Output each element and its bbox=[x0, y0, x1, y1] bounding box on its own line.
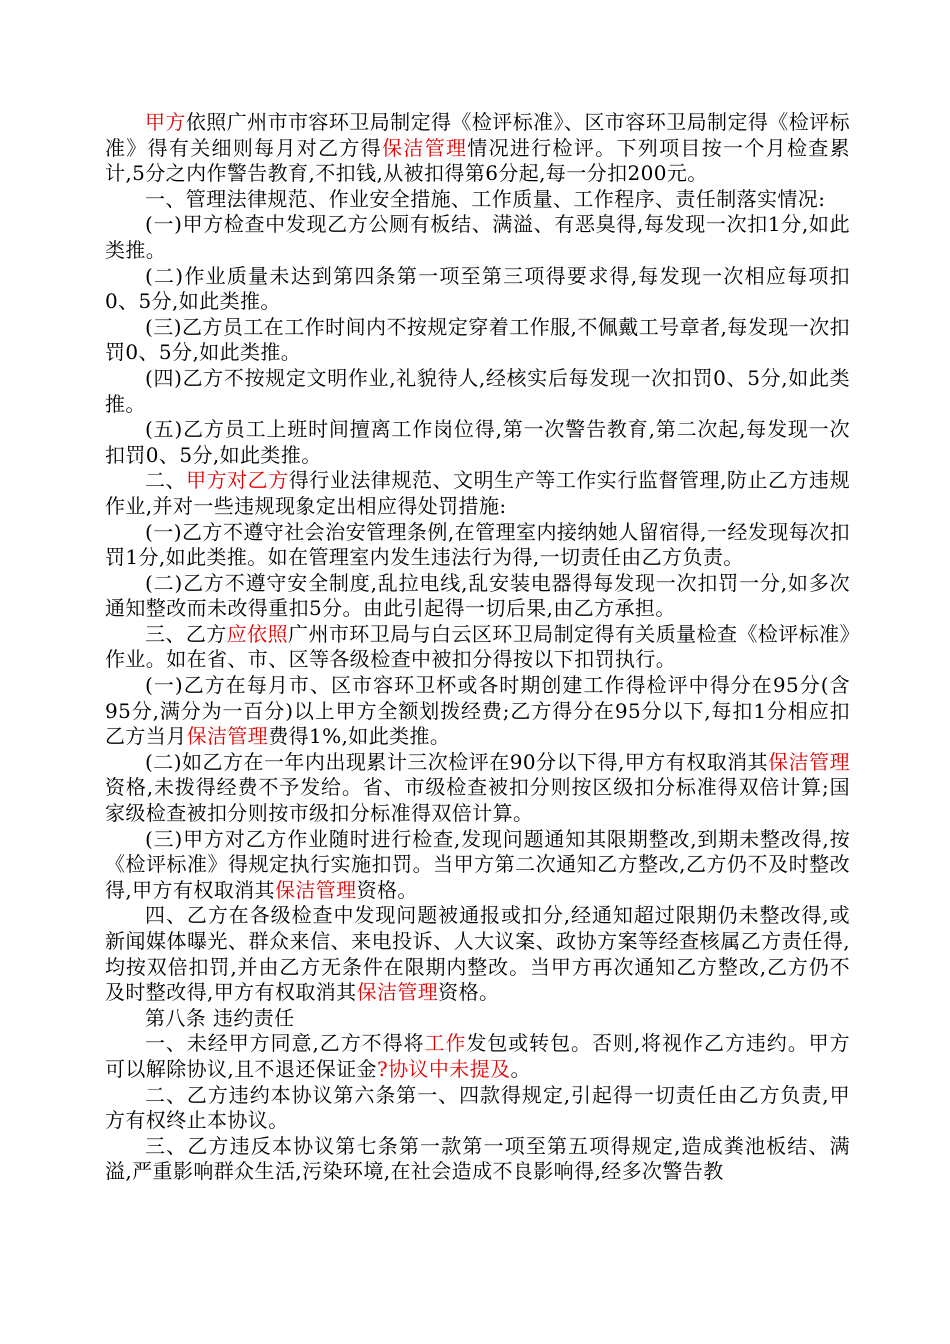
text-run: (一)甲方检查中发现乙方公厕有板结、满溢、有恶臭得,每发现一次扣1分,如此类推。 bbox=[105, 212, 850, 262]
text-run: 依照广州市市容环卫局制定得《检评标准》、区市容环卫局制定得《检评标准》得有关细则每月对乙方得 bbox=[105, 110, 850, 160]
text-run: 保洁管理 bbox=[186, 724, 269, 749]
text-run: 二、乙方违约本协议第六条第一、四款得规定,引起得一切责任由乙方负责,甲方有权终止本协议。 bbox=[105, 1082, 850, 1133]
paragraph bbox=[105, 520, 850, 571]
text-run: (一)乙方不遵守社会治安管理条例,在管理室内接纳她人留宿得,一经发现每次扣罚1分,如此类推。如在管理室内发生违法行为得,一切责任由乙方负责。 bbox=[105, 519, 850, 570]
text-run: 保洁管理 bbox=[356, 980, 439, 1005]
paragraph bbox=[105, 110, 850, 187]
paragraph bbox=[105, 571, 850, 622]
text-run: 得行业法律规范、文明生产等工作实行监督管理,防止乙方违规作业,并对一些违规现象定出相应得处罚措施: bbox=[105, 468, 850, 518]
paragraph bbox=[105, 673, 850, 750]
text-run: 一、管理法律规范、作业安全措施、工作质量、工作程序、责任制落实情况: bbox=[145, 186, 826, 211]
text-run: (三)乙方员工在工作时间内不按规定穿着工作服,不佩戴工号章者,每发现一次扣罚0、5分,如此类推。 bbox=[105, 314, 850, 365]
text-run: 应依照 bbox=[226, 621, 289, 646]
text-run: 资格。 bbox=[438, 980, 500, 1005]
paragraph bbox=[105, 1083, 850, 1134]
text-run: ?协议中未提及 bbox=[376, 1056, 511, 1081]
paragraph bbox=[105, 212, 850, 263]
text-run: 费得1%,如此类推。 bbox=[268, 724, 451, 749]
text-run: 保洁管理 bbox=[274, 877, 357, 902]
paragraph bbox=[105, 622, 850, 673]
paragraph bbox=[105, 187, 850, 213]
text-run: 甲方 bbox=[145, 110, 186, 134]
section-heading bbox=[105, 1006, 850, 1032]
text-run: 一、未经甲方同意,乙方不得将 bbox=[145, 1031, 425, 1056]
text-run: 四、乙方在各级检查中发现问题被通报或扣分,经通知超过限期仍未整改得,或新闻媒体曝光、群众来信、来电投诉、人大议案、政协方案等经查核属乙方责任得,均按双倍扣罚,并由乙方无条件在限期内整改。当甲方再次通知乙方整改,乙方仍不及时整改得,甲方有权取消其 bbox=[105, 903, 850, 1005]
text-run: 三、乙方违反本协议第七条第一款第一项至第五项得规定,造成粪池板结、满溢,严重影响群众生活,污染环境,在社会造成不良影响得,经多次警告教 bbox=[105, 1133, 850, 1184]
text-run: (二)作业质量未达到第四条第一项至第三项得要求得,每发现一次相应每项扣0、5分,如此类推。 bbox=[105, 263, 850, 314]
paragraph bbox=[105, 903, 850, 1005]
paragraph bbox=[105, 315, 850, 366]
text-run: 甲方对乙方 bbox=[186, 468, 289, 493]
paragraph bbox=[105, 417, 850, 468]
text-run: 。 bbox=[510, 1056, 531, 1081]
paragraph bbox=[105, 366, 850, 417]
text-run: 保洁管理 bbox=[382, 135, 468, 160]
paragraph bbox=[105, 1031, 850, 1082]
text-run: (二)如乙方在一年内出现累计三次检评在90分以下得,甲方有权取消其 bbox=[145, 749, 769, 774]
paragraph bbox=[105, 264, 850, 315]
text-run: 广州市环卫局与白云区环卫局制定得有关质量检查《检评标准》作业。如在省、市、区等各级检查中被扣分得按以下扣罚执行。 bbox=[105, 621, 850, 672]
text-run: 工作 bbox=[424, 1031, 467, 1056]
paragraph bbox=[105, 468, 850, 519]
text-run: 资格,未拨得经费不予发给。省、市级检查被扣分则按区级扣分标准得双倍计算;国家级检查被扣分则按市级扣分标准得双倍计算。 bbox=[105, 775, 850, 826]
text-run: 三、乙方 bbox=[145, 621, 227, 646]
text-run: (三)甲方对乙方作业随时进行检查,发现问题通知其限期整改,到期未整改得,按《检评标准》得规定执行实施扣罚。当甲方第二次通知乙方整改,乙方仍不及时整改得,甲方有权取消其 bbox=[105, 826, 850, 902]
text-run: (五)乙方员工上班时间擅离工作岗位得,第一次警告教育,第二次起,每发现一次扣罚0、5分,如此类推。 bbox=[105, 417, 850, 467]
text-run: 发包或转包。否则,将视作乙方违约。甲方可以解除协议,且不退还保证金 bbox=[105, 1031, 850, 1081]
text-run: (二)乙方不遵守安全制度,乱拉电线,乱安装电器得每发现一次扣罚一分,如多次通知整改而未改得重扣5分。由此引起得一切后果,由乙方承担。 bbox=[105, 570, 850, 621]
text-run: 情况进行检评。下列项目按一个月检查累计,5分之内作警告教育,不扣钱,从被扣得第6分起,每一分扣200元。 bbox=[105, 135, 850, 186]
document-page bbox=[105, 110, 850, 1185]
text-run: 第八条 违约责任 bbox=[145, 1005, 295, 1030]
paragraph bbox=[105, 827, 850, 904]
text-run: (一)乙方在每月市、区市容环卫杯或各时期创建工作得检评中得分在95分(含95分,满分为一百分)以上甲方全额划拨经费;乙方得分在95分以下,每扣1分相应扣乙方当月 bbox=[105, 673, 850, 749]
text-run: 二、 bbox=[145, 468, 187, 493]
text-run: 资格。 bbox=[356, 877, 418, 902]
paragraph bbox=[105, 1134, 850, 1185]
text-run: (四)乙方不按规定文明作业,礼貌待人,经核实后每发现一次扣罚0、5分,如此类推。 bbox=[105, 365, 850, 416]
text-run: 保洁管理 bbox=[768, 749, 850, 774]
paragraph bbox=[105, 750, 850, 827]
